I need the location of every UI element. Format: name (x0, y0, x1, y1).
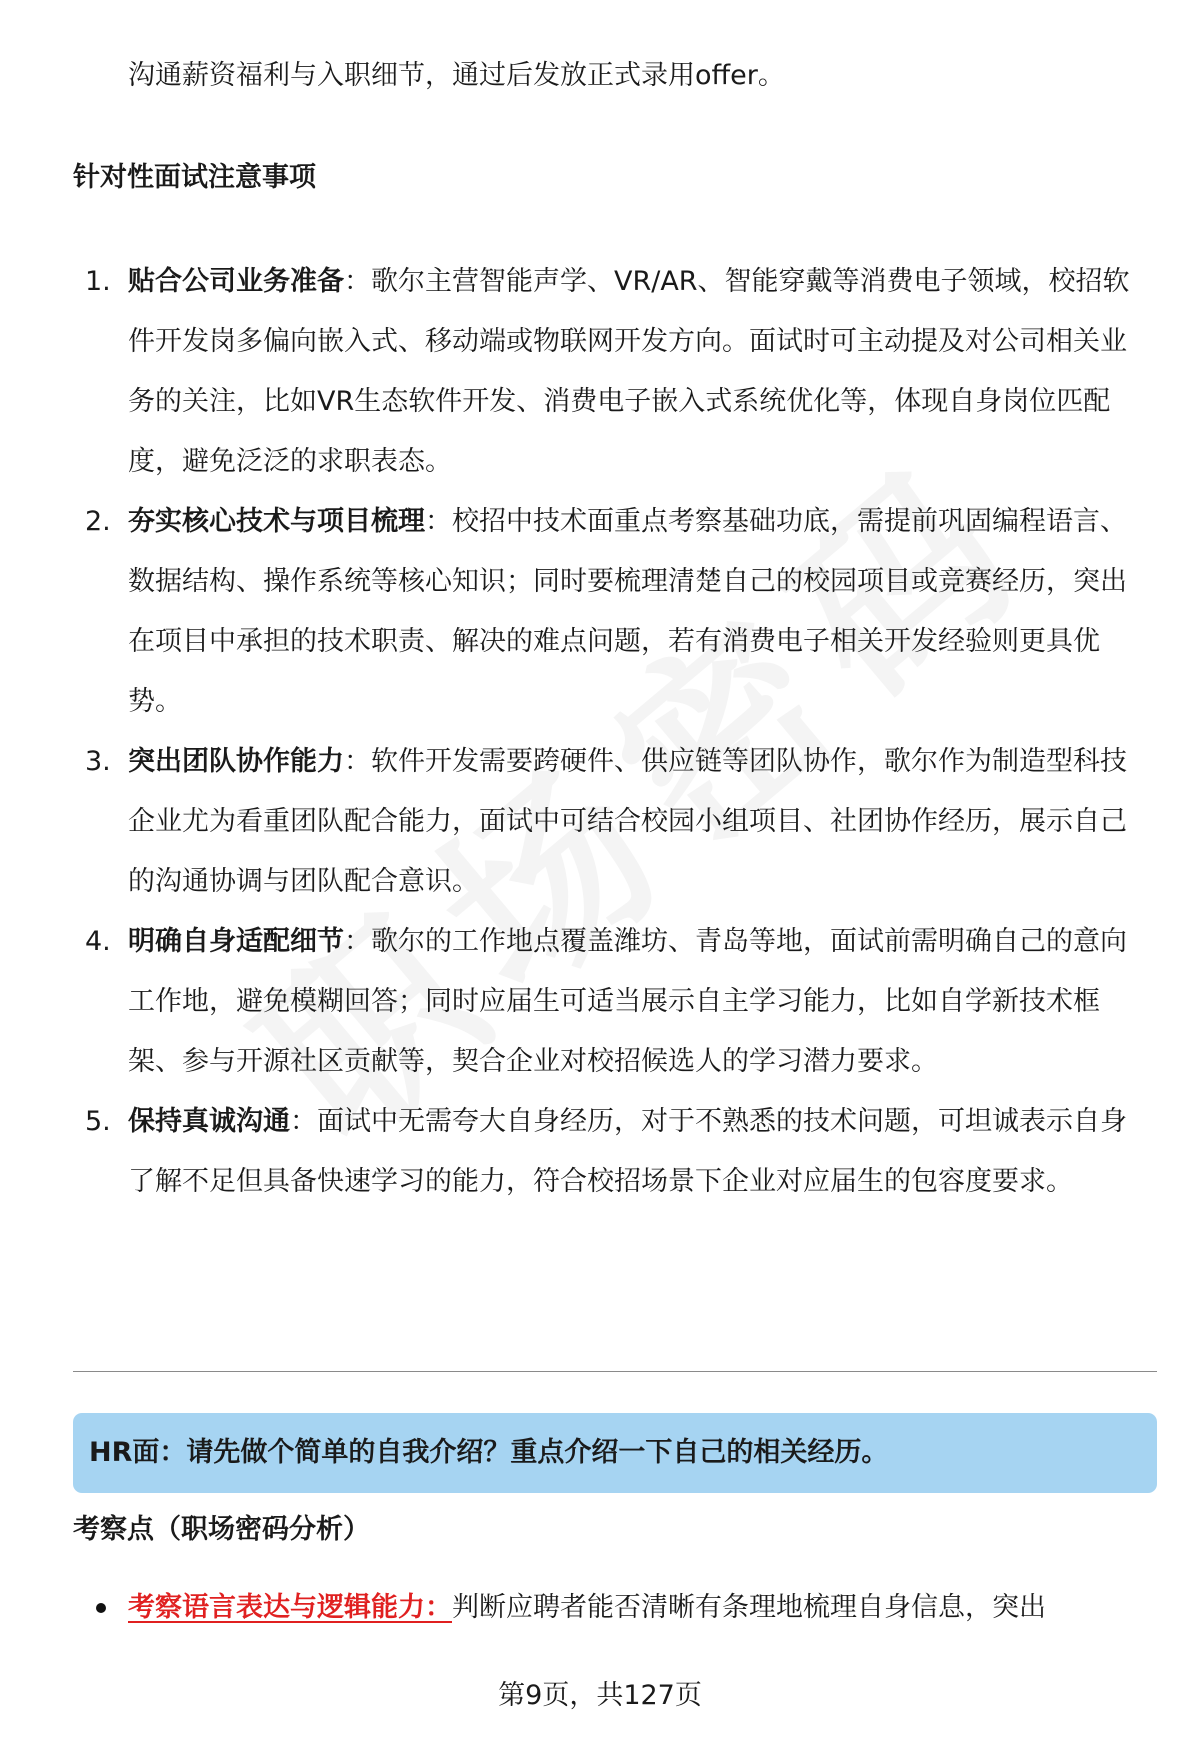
note-number: 1. (85, 266, 111, 297)
note-item (0, 912, 1200, 1092)
page-number: 第9页，共127页 (498, 1680, 702, 1711)
note-item (0, 252, 1200, 492)
note-body: 面试中无需夸大自身经历，对于不熟悉的技术问题，可坦诚表示自身了解不足但具备快速学习的能力，符合校招场景下企业对应届生的包容度要求。 (128, 1106, 1127, 1197)
note-item (0, 1092, 1200, 1212)
intro-line: 沟通薪资福利与入职细节，通过后发放正式录用offer。 (128, 60, 785, 91)
note-number: 4. (85, 926, 111, 957)
notes-list (0, 252, 1200, 1212)
note-title: 保持真诚沟通 (128, 1106, 290, 1137)
section-heading: 针对性面试注意事项 (73, 162, 316, 193)
note-body: 校招中技术面重点考察基础功底，需提前巩固编程语言、数据结构、操作系统等核心知识；同时要梳理清楚自己的校园项目或竞赛经历，突出在项目中承担的技术职责、解决的难点问题，若有消费电子相关开发经验则更具优势。 (128, 506, 1127, 717)
note-title: 夯实核心技术与项目梳理 (128, 506, 425, 537)
note-body: 软件开发需要跨硬件、供应链等团队协作，歌尔作为制造型科技企业尤为看重团队配合能力，面试中可结合校园小组项目、社团协作经历，展示自己的沟通协调与团队配合意识。 (128, 746, 1127, 897)
question-text: HR面：请先做个简单的自我介绍？重点介绍一下自己的相关经历。 (89, 1437, 889, 1468)
note-separator: ： (344, 746, 371, 777)
bullet-label: 考察语言表达与逻辑能力： (128, 1592, 452, 1623)
note-number: 5. (85, 1106, 111, 1137)
note-separator: ： (290, 1106, 317, 1137)
note-separator: ： (344, 926, 371, 957)
bullet-dot-icon (96, 1603, 106, 1613)
note-title: 贴合公司业务准备 (128, 266, 344, 297)
note-number: 2. (85, 506, 111, 537)
note-item (0, 492, 1200, 732)
note-item (0, 732, 1200, 912)
note-separator: ： (425, 506, 452, 537)
note-title: 明确自身适配细节 (128, 926, 344, 957)
note-body: 歌尔的工作地点覆盖潍坊、青岛等地，面试前需明确自己的意向工作地，避免模糊回答；同时应届生可适当展示自主学习能力，比如自学新技术框架、参与开源社区贡献等，契合企业对校招候选人的学习潜力要求。 (128, 926, 1127, 1077)
section-divider (73, 1371, 1157, 1372)
analysis-heading: 考察点（职场密码分析） (73, 1514, 370, 1545)
note-title: 突出团队协作能力 (128, 746, 344, 777)
bullet-text (128, 1588, 1046, 1628)
note-body: 歌尔主营智能声学、VR/AR、智能穿戴等消费电子领域，校招软件开发岗多偏向嵌入式、移动端或物联网开发方向。面试时可主动提及对公司相关业务的关注，比如VR生态软件开发、消费电子嵌入式系统优化等，体现自身岗位匹配度，避免泛泛的求职表态。 (128, 266, 1130, 477)
bullet-body: 判断应聘者能否清晰有条理地梳理自身信息，突出 (452, 1592, 1046, 1623)
note-number: 3. (85, 746, 111, 777)
note-separator: ： (344, 266, 371, 297)
question-box (73, 1413, 1157, 1493)
